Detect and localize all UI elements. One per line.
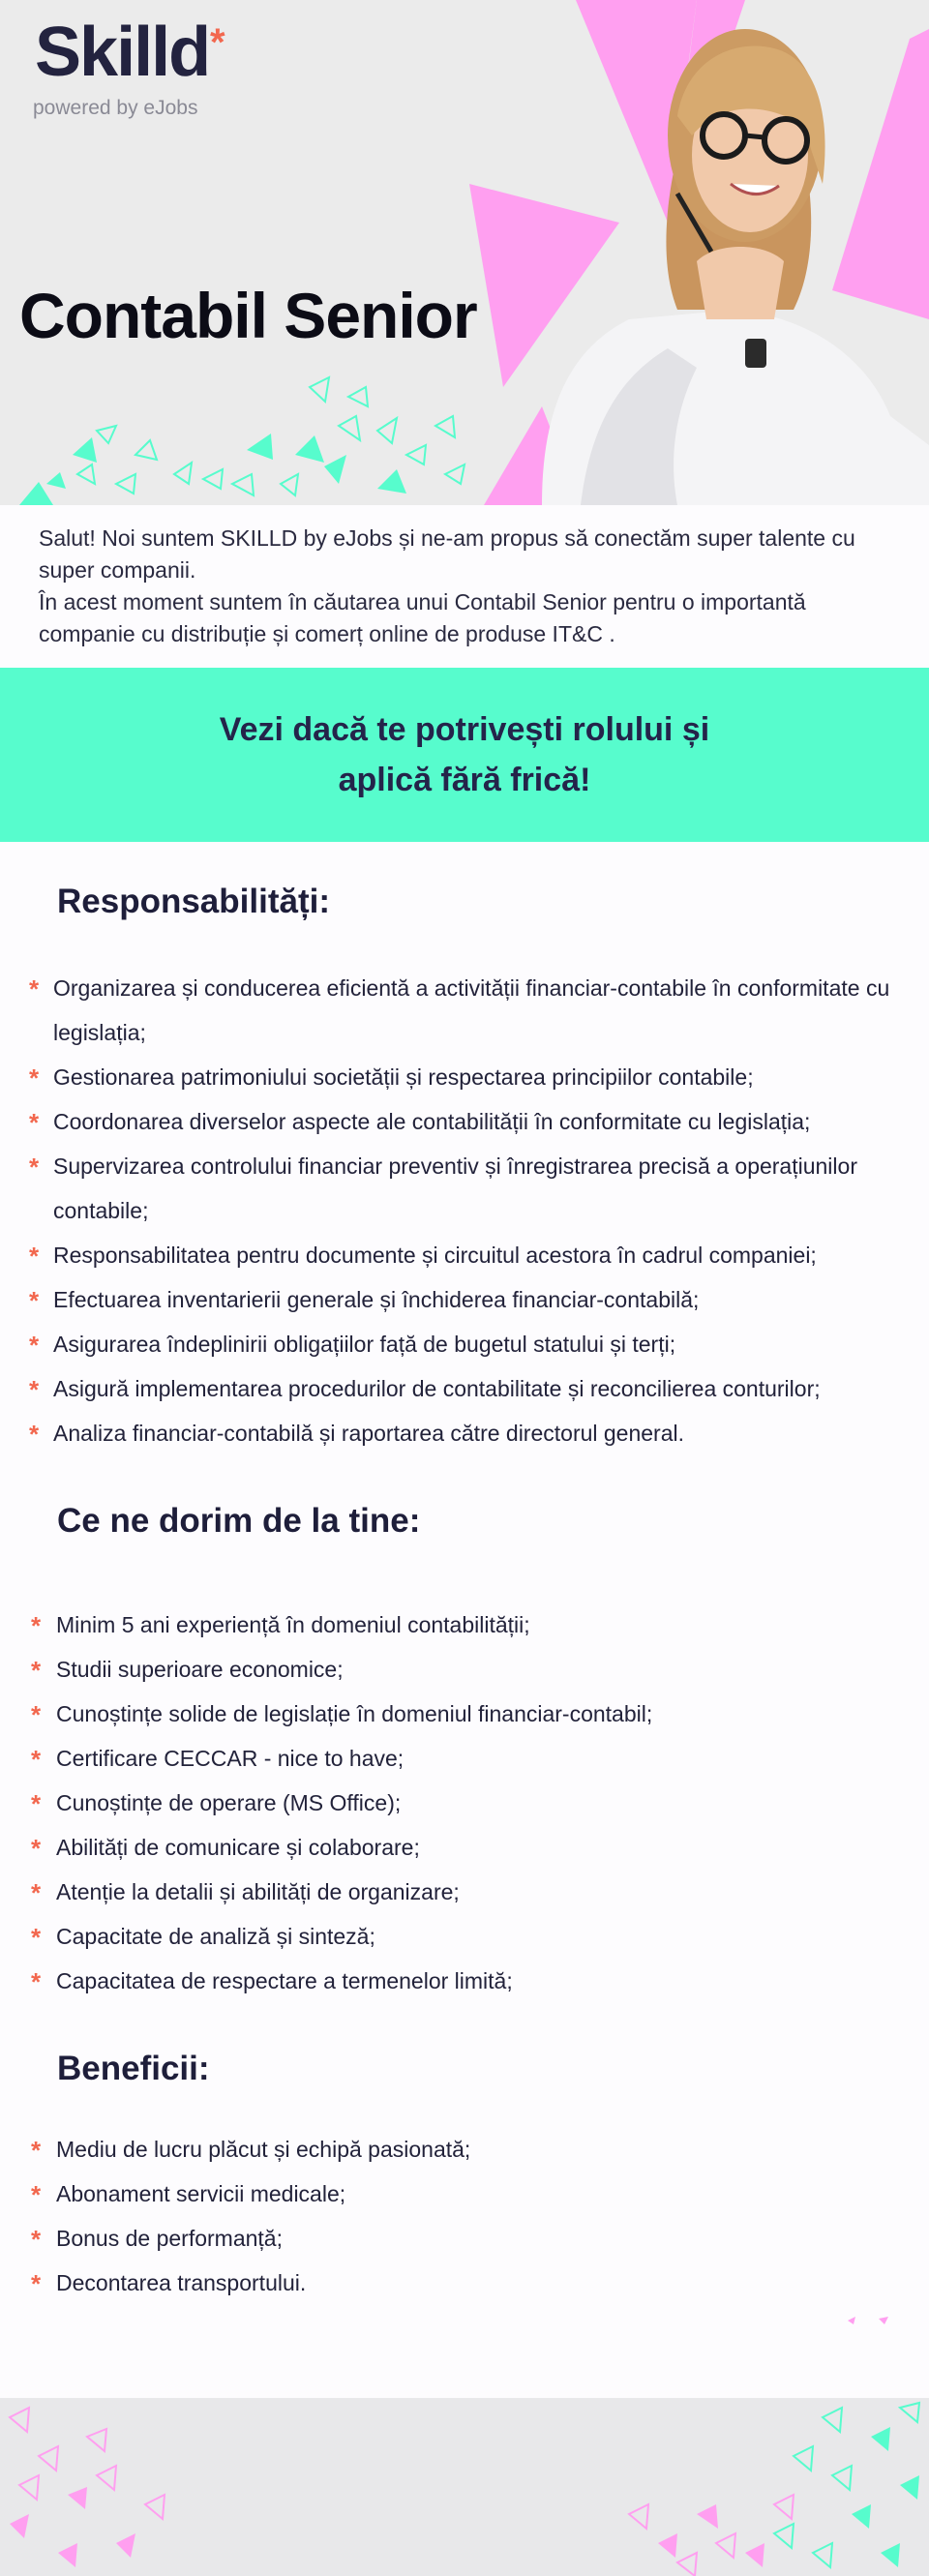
asterisk-bullet-icon: * bbox=[29, 1375, 40, 1404]
asterisk-bullet-icon: * bbox=[31, 1611, 42, 1640]
asterisk-bullet-icon: * bbox=[29, 1153, 40, 1182]
cta-line-1: Vezi dacă te potrivești rolului și bbox=[219, 711, 710, 748]
list-item: * Bonus de performanță; bbox=[31, 2216, 902, 2261]
list-item: * Cunoștințe de operare (MS Office); bbox=[31, 1781, 902, 1825]
asterisk-bullet-icon: * bbox=[31, 2269, 42, 2298]
list-item: * Studii superioare economice; bbox=[31, 1647, 902, 1692]
asterisk-bullet-icon: * bbox=[31, 1789, 42, 1818]
footer-decoration bbox=[0, 2398, 929, 2576]
intro-line-2: În acest moment suntem în căutarea unui Contabil Senior pentru o importantă companie cu distribuție și comerț online de produse IT&C . bbox=[39, 589, 806, 646]
asterisk-bullet-icon: * bbox=[29, 1063, 40, 1093]
cta-banner bbox=[0, 668, 929, 842]
asterisk-bullet-icon: * bbox=[29, 1420, 40, 1449]
list-item: * Responsabilitatea pentru documente și circuitul acestora în cadrul companiei; bbox=[29, 1233, 900, 1277]
requirements-list bbox=[31, 1603, 902, 2003]
asterisk-bullet-icon: * bbox=[31, 1967, 42, 1996]
cta-line-2: aplică fără frică! bbox=[338, 762, 591, 798]
benefits-title: Beneficii: bbox=[57, 2050, 210, 2087]
asterisk-bullet-icon: * bbox=[31, 1656, 42, 1685]
benefits-list bbox=[31, 2127, 902, 2305]
asterisk-bullet-icon: * bbox=[31, 1745, 42, 1774]
list-item: * Supervizarea controlului financiar preventiv și înregistrarea precisă a operațiunilor contabile; bbox=[29, 1144, 900, 1233]
list-item: * Mediu de lucru plăcut și echipă pasionată; bbox=[31, 2127, 902, 2172]
intro-text bbox=[39, 523, 900, 650]
list-item: * Coordonarea diverselor aspecte ale contabilității în conformitate cu legislația; bbox=[29, 1099, 900, 1144]
footer-triangles bbox=[0, 2398, 929, 2576]
list-item: * Asigură implementarea procedurilor de contabilitate și reconcilierea conturilor; bbox=[29, 1366, 900, 1411]
asterisk-bullet-icon: * bbox=[29, 1108, 40, 1137]
asterisk-bullet-icon: * bbox=[29, 1286, 40, 1315]
asterisk-bullet-icon: * bbox=[31, 2180, 42, 2209]
asterisk-bullet-icon: * bbox=[31, 2225, 42, 2254]
asterisk-bullet-icon: * bbox=[29, 1331, 40, 1360]
hero-banner bbox=[0, 0, 929, 505]
asterisk-bullet-icon: * bbox=[31, 1878, 42, 1907]
list-item: * Capacitatea de respectare a termenelor limită; bbox=[31, 1959, 902, 2003]
asterisk-bullet-icon: * bbox=[29, 974, 40, 1003]
list-item: * Gestionarea patrimoniului societății și respectarea principiilor contabile; bbox=[29, 1055, 900, 1099]
small-pink-decoration bbox=[842, 2313, 900, 2328]
list-item: * Analiza financiar-contabilă și raportarea către directorul general. bbox=[29, 1411, 900, 1455]
list-item: * Capacitate de analiză și sinteză; bbox=[31, 1914, 902, 1959]
skilld-logo[interactable]: Skilld bbox=[35, 14, 210, 91]
list-item: * Minim 5 ani experiență în domeniul contabilității; bbox=[31, 1603, 902, 1647]
asterisk-bullet-icon: * bbox=[31, 1923, 42, 1952]
list-item: * Abilități de comunicare și colaborare; bbox=[31, 1825, 902, 1870]
intro-line-1: Salut! Noi suntem SKILLD by eJobs și ne-am propus să conectăm super talente cu super companii. bbox=[39, 525, 855, 583]
list-item: * Cunoștințe solide de legislație în domeniul financiar-contabil; bbox=[31, 1692, 902, 1736]
list-item: * Asigurarea îndeplinirii obligațiilor față de bugetul statului și terți; bbox=[29, 1322, 900, 1366]
list-item: * Decontarea transportului. bbox=[31, 2261, 902, 2305]
list-item: * Abonament servicii medicale; bbox=[31, 2172, 902, 2216]
list-item: * Certificare CECCAR - nice to have; bbox=[31, 1736, 902, 1781]
asterisk-bullet-icon: * bbox=[29, 1242, 40, 1271]
asterisk-bullet-icon: * bbox=[31, 1700, 42, 1729]
list-item: * Efectuarea inventarierii generale și închiderea financiar-contabilă; bbox=[29, 1277, 900, 1322]
list-item: * Organizarea și conducerea eficientă a activității financiar-contabile în conformitate cu legislația; bbox=[29, 966, 900, 1055]
list-item: * Atenție la detalii și abilități de organizare; bbox=[31, 1870, 902, 1914]
asterisk-bullet-icon: * bbox=[31, 1834, 42, 1863]
job-title: Contabil Senior bbox=[19, 280, 477, 351]
requirements-title: Ce ne dorim de la tine: bbox=[57, 1502, 421, 1540]
responsibilities-title: Responsabilități: bbox=[57, 883, 330, 920]
responsibilities-list bbox=[29, 966, 900, 1455]
asterisk-bullet-icon: * bbox=[31, 2136, 42, 2165]
cta-text bbox=[220, 704, 709, 805]
logo-tagline: powered by eJobs bbox=[33, 97, 198, 119]
logo-star-icon: * bbox=[210, 21, 225, 64]
